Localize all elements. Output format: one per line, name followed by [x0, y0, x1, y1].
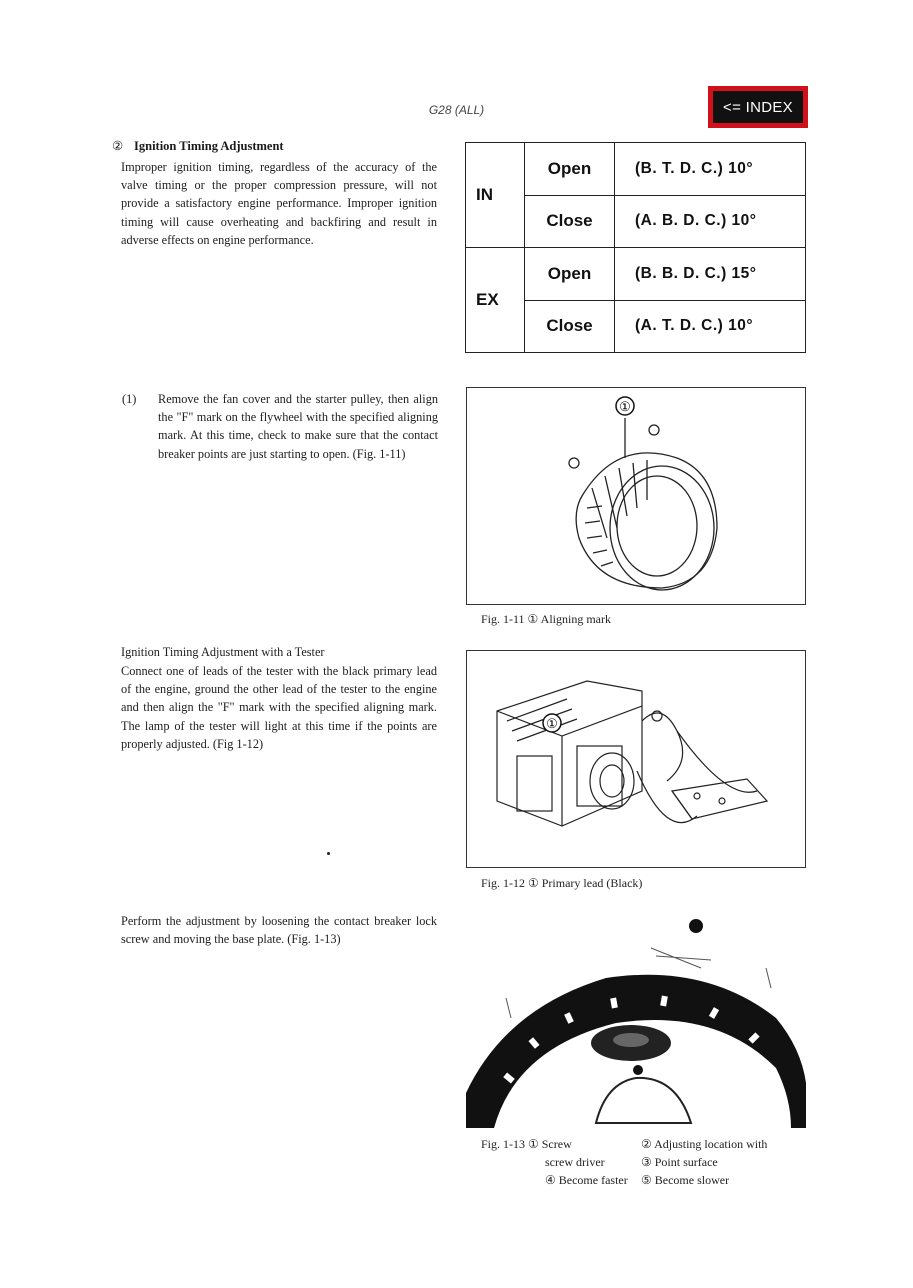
tester-paragraph: Connect one of leads of the tester with the black primary lead of the engine, ground the other lead of the tester to the engine and then align the "F" mark with the specified aligning mark. The lamp of the tester will light at this time if the points are properly adjusted. (Fig 1-12) — [121, 664, 437, 751]
action-cell: Close — [525, 195, 615, 248]
action-cell: Open — [525, 248, 615, 301]
caption-line: ④ Become faster — [545, 1173, 628, 1187]
callout-1: ① — [619, 399, 631, 414]
tester-section-title: Ignition Timing Adjustment with a Tester — [121, 645, 325, 659]
value-cell: (B. B. D. C.) 15° — [615, 248, 806, 301]
step-number: (1) — [122, 392, 137, 406]
stray-dot — [327, 852, 330, 855]
table-row — [466, 143, 806, 196]
section-number: ② — [112, 139, 124, 153]
valve-timing-table — [465, 142, 806, 353]
caption-line: ② Adjusting location with — [641, 1137, 768, 1151]
figure-1-11-caption: Fig. 1-11 ① Aligning mark — [481, 612, 611, 626]
adjust-paragraph: Perform the adjustment by loosening the contact breaker lock screw and moving the base plate. (Fig. 1-13) — [121, 914, 437, 947]
figure-1-12 — [466, 650, 806, 868]
port-ex: EX — [466, 248, 525, 353]
port-in: IN — [466, 143, 525, 248]
value-cell: (B. T. D. C.) 10° — [615, 143, 806, 196]
caption-line: ⑤ Become slower — [641, 1173, 730, 1187]
section-title-text: Ignition Timing Adjustment — [134, 139, 284, 153]
callout-1: ① — [546, 716, 558, 731]
table-row — [466, 248, 806, 301]
figure-1-12-caption: Fig. 1-12 ① Primary lead (Black) — [481, 876, 643, 890]
section-title — [112, 138, 284, 154]
document-code: G28 (ALL) — [428, 103, 485, 117]
caption-line: Fig. 1-13 ① Screw — [481, 1137, 572, 1151]
value-cell: (A. T. D. C.) 10° — [615, 300, 806, 353]
action-cell: Open — [525, 143, 615, 196]
caption-line: screw driver — [545, 1155, 605, 1169]
figure-1-13 — [466, 908, 806, 1128]
caption-line: ③ Point surface — [641, 1155, 718, 1169]
flywheel-illustration — [467, 388, 804, 603]
figure-1-11 — [466, 387, 806, 605]
engine-tester-illustration — [467, 651, 804, 866]
step1-paragraph: Remove the fan cover and the starter pulley, then align the "F" mark on the flywheel with the specified aligning mark. At this time, check to make sure that the contact breaker points are just starting to open. (Fig. 1-11) — [158, 392, 438, 461]
index-button[interactable] — [708, 86, 808, 128]
intro-paragraph: Improper ignition timing, regardless of the accuracy of the valve timing or the proper compression pressure, will not provide a satisfactory engine performance. Improper ignition timing will cause overheating and backfiring and result in adverse effects on engine performance. — [121, 160, 437, 247]
contact-breaker-photo — [466, 908, 806, 1128]
action-cell: Close — [525, 300, 615, 353]
value-cell: (A. B. D. C.) 10° — [615, 195, 806, 248]
index-button-label: <= INDEX — [713, 91, 803, 123]
figure-1-13-caption — [481, 1135, 811, 1189]
